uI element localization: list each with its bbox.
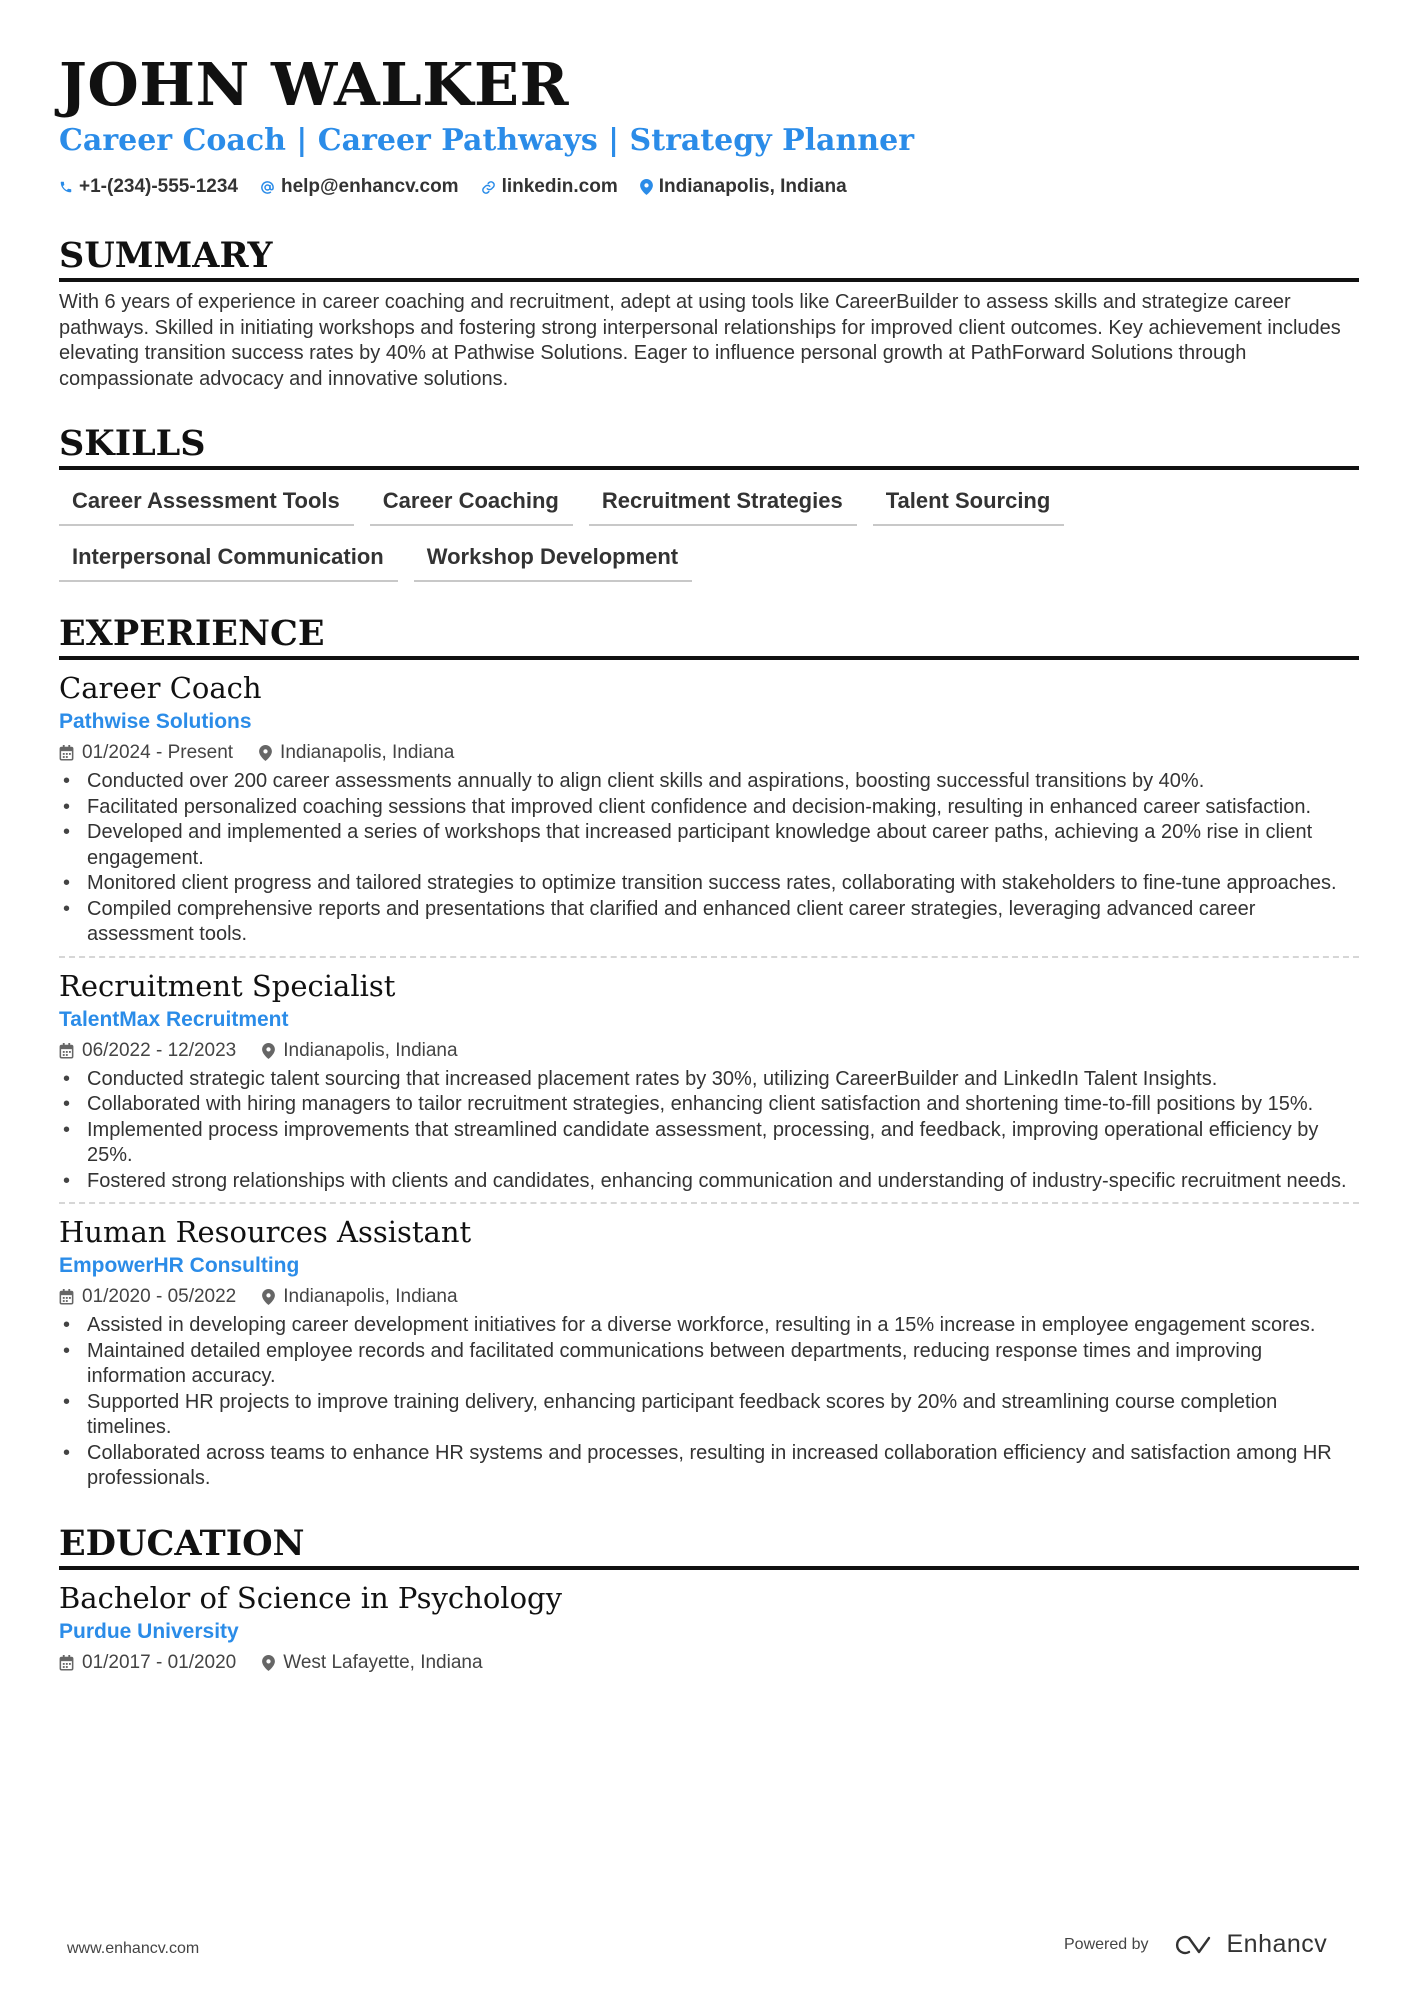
job-dates-text: 01/2024 - Present [82, 742, 234, 763]
contact-email[interactable] [260, 176, 459, 198]
contact-linkedin[interactable] [481, 176, 618, 198]
divider [59, 956, 1359, 958]
list-item: • Supported HR projects to improve training delivery, enhancing participant feedback scores by 20% and streamlining course completion timelines. [59, 1390, 1359, 1441]
education-dates-text: 01/2017 - 01/2020 [82, 1651, 237, 1673]
list-item: • Collaborated across teams to enhance HR systems and processes, resulting in increased collaboration efficiency and satisfaction among HR professionals. [59, 1441, 1359, 1492]
list-item: • Implemented process improvements that streamlined candidate assessment, processing, and feedback, improving operational efficiency by 25%. [59, 1118, 1359, 1169]
enhancv-logo-icon [1175, 1934, 1219, 1956]
education-section [59, 1522, 1359, 1676]
education-dates [59, 1652, 236, 1674]
footer-website[interactable]: www.enhancv.com [67, 1940, 200, 1957]
contact-location-text: Indianapolis, Indiana [658, 176, 847, 197]
location-pin-icon [259, 745, 272, 761]
job-location [262, 1286, 457, 1308]
location-pin-icon [262, 1043, 275, 1059]
skills-section [59, 422, 1359, 592]
job-role: Recruitment Specialist [59, 968, 396, 1003]
job-meta [59, 1284, 1359, 1310]
list-item: • Fostered strong relationships with clients and candidates, enhancing communication and understanding of industry-specific recruitment needs. [59, 1169, 1359, 1195]
job-role: Career Coach [59, 671, 262, 705]
experience-section [59, 612, 1359, 1492]
job-location-text: Indianapolis, Indiana [283, 1286, 458, 1307]
list-item: • Conducted over 200 career assessments annually to align client skills and aspirations, boosting successful transitions by 40%. [59, 769, 1359, 795]
experience-heading: EXPERIENCE [59, 612, 1359, 660]
job-entry [59, 968, 1359, 1195]
at-icon [260, 180, 275, 195]
education-meta [59, 1650, 1359, 1676]
job-location [262, 1040, 457, 1062]
skills-heading: SKILLS [59, 422, 1359, 470]
divider [59, 1202, 1359, 1204]
candidate-title: Career Coach | Career Pathways | Strategy Planner [59, 123, 915, 158]
job-dates-text: 06/2022 - 12/2023 [82, 1039, 237, 1061]
job-company: Pathwise Solutions [59, 710, 252, 733]
contact-phone[interactable] [59, 176, 238, 198]
calendar-icon [59, 1043, 74, 1059]
summary-heading: SUMMARY [59, 234, 1359, 282]
candidate-name: JOHN WALKER [59, 50, 570, 119]
phone-icon [59, 180, 73, 194]
list-item: • Maintained detailed employee records and facilitated communications between departments, reducing response times and improving information accuracy. [59, 1339, 1359, 1390]
resume-page [59, 50, 1359, 1676]
list-item: • Conducted strategic talent sourcing that increased placement rates by 30%, utilizing CareerBuilder and LinkedIn Talent Insights. [59, 1067, 1359, 1093]
job-dates-text: 01/2020 - 05/2022 [82, 1286, 237, 1307]
list-item: • Monitored client progress and tailored strategies to optimize transition success rates, collaborating with stakeholders to fine-tune approaches. [59, 871, 1359, 897]
job-dates [59, 1286, 236, 1308]
location-pin-icon [640, 179, 653, 195]
job-role: Human Resources Assistant [59, 1215, 472, 1249]
brand-name: Enhancv [1226, 1930, 1328, 1958]
list-item: • Collaborated with hiring managers to tailor recruitment strategies, enhancing client satisfaction and shortening time-to-fill positions by 15%. [59, 1092, 1359, 1118]
contact-row [59, 174, 1359, 200]
education-degree: Bachelor of Science in Psychology [59, 1580, 562, 1615]
link-icon [481, 180, 496, 195]
job-company: EmpowerHR Consulting [59, 1254, 300, 1277]
contact-location [640, 176, 847, 198]
education-heading: EDUCATION [59, 1522, 1359, 1570]
calendar-icon [59, 745, 74, 761]
job-location-text: Indianapolis, Indiana [283, 1039, 458, 1061]
job-dates [59, 742, 233, 764]
list-item: • Compiled comprehensive reports and presentations that clarified and enhanced client career strategies, leveraging advanced career assessment tools. [59, 897, 1359, 948]
education-location-text: West Lafayette, Indiana [283, 1651, 483, 1673]
location-pin-icon [262, 1655, 275, 1671]
skill-tag: Recruitment Strategies [589, 480, 857, 526]
job-dates [59, 1040, 236, 1062]
job-bullets [59, 769, 1359, 948]
skill-tag: Career Assessment Tools [59, 480, 354, 526]
job-location [259, 742, 454, 764]
location-pin-icon [262, 1289, 275, 1305]
summary-section [59, 234, 1359, 392]
summary-text: With 6 years of experience in career coaching and recruitment, adept at using tools like CareerBuilder to assess skills and strategize career pathways. Skilled in initiating workshops and fostering strong interpersonal relationships for improved client outcomes. Key achievement includes elevating transition success rates by 40% at Pathwise Solutions. Eager to influence personal growth at PathForward Solutions through compassionate advocacy and innovative solutions. [59, 291, 1341, 390]
contact-linkedin-text: linkedin.com [501, 176, 618, 197]
list-item: • Assisted in developing career development initiatives for a diverse workforce, resulting in a 15% increase in employee engagement scores. [59, 1313, 1359, 1339]
job-entry [59, 1214, 1359, 1492]
skill-tag: Interpersonal Communication [59, 536, 398, 582]
job-entry [59, 670, 1359, 948]
job-bullets [59, 1313, 1359, 1492]
calendar-icon [59, 1655, 74, 1671]
job-meta [59, 1038, 1359, 1064]
skills-list [59, 480, 1359, 592]
list-item: • Developed and implemented a series of workshops that increased participant knowledge about career paths, achieving a 20% rise in client engagement. [59, 820, 1359, 871]
skill-tag: Talent Sourcing [873, 480, 1065, 526]
footer-branding [1064, 1930, 1327, 1959]
list-item: • Facilitated personalized coaching sessions that improved client confidence and decision-making, resulting in enhanced career satisfaction. [59, 795, 1359, 821]
contact-phone-text: +1-(234)-555-1234 [79, 176, 238, 197]
contact-email-text: help@enhancv.com [280, 176, 459, 197]
calendar-icon [59, 1289, 74, 1305]
education-school: Purdue University [59, 1619, 239, 1643]
skill-tag: Career Coaching [370, 480, 573, 526]
education-location [262, 1652, 482, 1674]
education-entry [59, 1580, 1359, 1676]
skill-tag: Workshop Development [414, 536, 692, 582]
job-meta [59, 740, 1359, 766]
job-bullets [59, 1067, 1359, 1195]
powered-by-label: Powered by [1064, 1935, 1149, 1953]
job-location-text: Indianapolis, Indiana [280, 742, 455, 763]
job-company: TalentMax Recruitment [59, 1007, 289, 1031]
